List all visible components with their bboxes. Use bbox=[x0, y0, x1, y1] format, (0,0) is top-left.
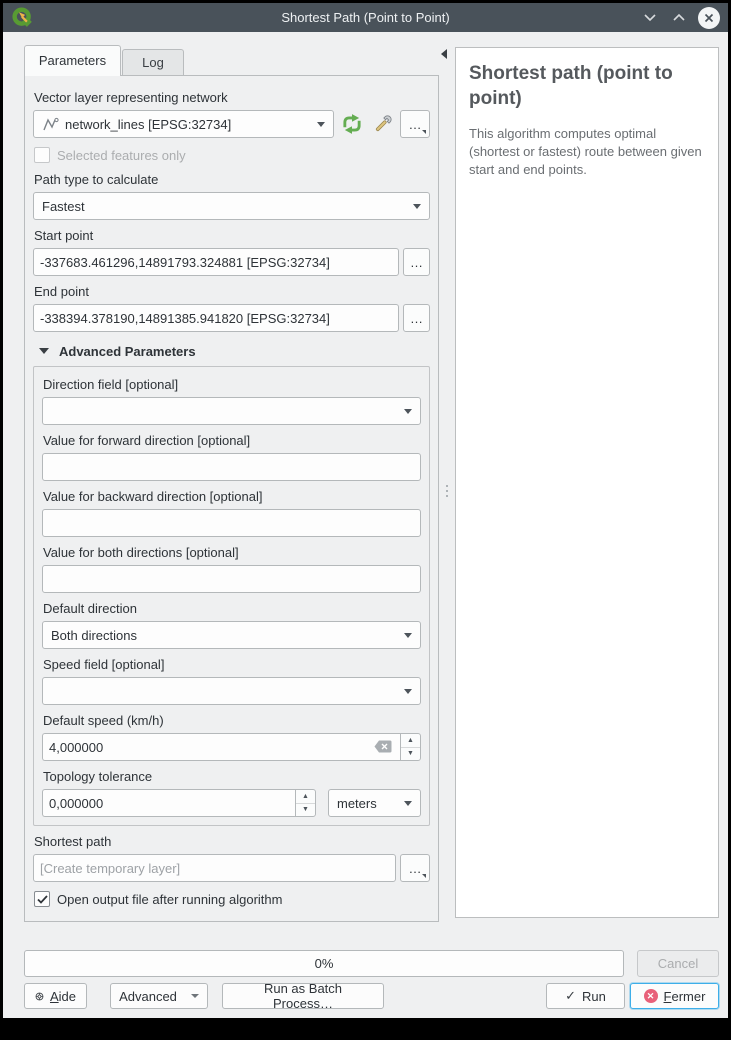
chevron-down-icon bbox=[643, 13, 657, 22]
help-button-label: Aide bbox=[49, 988, 76, 1004]
checkmark-icon: ✓ bbox=[565, 988, 577, 1003]
parameters-panel bbox=[24, 75, 439, 922]
open-output-label: Open output file after running algorithm bbox=[57, 891, 283, 907]
end-point-label: End point bbox=[34, 284, 89, 299]
both-directions-value-label: Value for both directions [optional] bbox=[43, 545, 239, 560]
topology-units-select[interactable] bbox=[328, 789, 421, 817]
maximize-window-button[interactable] bbox=[669, 8, 689, 28]
tab-log[interactable]: Log bbox=[122, 49, 184, 76]
end-point-input[interactable] bbox=[33, 304, 399, 332]
close-icon bbox=[704, 13, 714, 23]
direction-field-label: Direction field [optional] bbox=[43, 377, 179, 392]
topology-tolerance-input[interactable] bbox=[42, 789, 295, 817]
ellipsis-label: … bbox=[408, 116, 422, 132]
default-direction-select[interactable] bbox=[42, 621, 421, 649]
advanced-button-label: Advanced bbox=[119, 988, 177, 1004]
both-directions-value-input[interactable] bbox=[42, 565, 421, 593]
splitter-handle[interactable] bbox=[444, 471, 449, 511]
cancel-button[interactable]: Cancel bbox=[637, 950, 719, 977]
close-red-icon: ✕ bbox=[644, 989, 658, 1003]
help-button[interactable] bbox=[24, 983, 87, 1009]
wrench-icon bbox=[372, 113, 394, 135]
advanced-parameters-group bbox=[33, 366, 430, 826]
advanced-menu-button[interactable] bbox=[110, 983, 208, 1009]
default-direction-value: Both directions bbox=[51, 627, 137, 643]
backward-value-input[interactable] bbox=[42, 509, 421, 537]
network-layer-select[interactable] bbox=[33, 110, 334, 138]
output-layer-label: Shortest path bbox=[34, 834, 112, 849]
default-speed-spinner[interactable] bbox=[400, 733, 421, 761]
open-output-checkbox[interactable] bbox=[34, 890, 430, 908]
ellipsis-label: … bbox=[410, 254, 423, 270]
checkbox-box bbox=[34, 147, 50, 163]
end-point-more-button[interactable] bbox=[403, 304, 430, 332]
spin-up-icon[interactable]: ▲ bbox=[296, 790, 315, 804]
life-ring-help-icon bbox=[35, 989, 44, 1004]
network-layer-label: Vector layer representing network bbox=[34, 90, 228, 105]
speed-field-select[interactable] bbox=[42, 677, 421, 705]
chevron-down-icon bbox=[413, 204, 421, 209]
path-type-value: Fastest bbox=[42, 198, 85, 214]
advanced-parameters-toggle[interactable] bbox=[39, 342, 430, 360]
network-layer-value: network_lines [EPSG:32734] bbox=[65, 116, 232, 132]
output-more-button[interactable] bbox=[400, 854, 430, 882]
backward-value-label: Value for backward direction [optional] bbox=[43, 489, 263, 504]
run-button[interactable] bbox=[546, 983, 625, 1009]
checkmark-icon bbox=[37, 895, 48, 904]
corner-dropdown-icon bbox=[422, 130, 426, 134]
chevron-down-icon bbox=[317, 122, 325, 127]
direction-field-select[interactable] bbox=[42, 397, 421, 425]
clear-text-icon[interactable] bbox=[374, 740, 392, 756]
start-point-more-button[interactable] bbox=[403, 248, 430, 276]
iterate-loop-icon bbox=[341, 113, 363, 135]
chevron-down-icon bbox=[404, 689, 412, 694]
titlebar[interactable] bbox=[3, 3, 728, 32]
triangle-down-icon bbox=[39, 348, 49, 354]
output-layer-input[interactable] bbox=[33, 854, 396, 882]
iterate-over-layer-button[interactable] bbox=[338, 111, 365, 138]
speed-field-label: Speed field [optional] bbox=[43, 657, 165, 672]
default-speed-input[interactable] bbox=[42, 733, 400, 761]
progress-value: 0% bbox=[314, 956, 334, 971]
chevron-up-icon bbox=[672, 13, 686, 22]
chevron-down-icon bbox=[404, 801, 412, 806]
chevron-down-icon bbox=[404, 633, 412, 638]
help-description: This algorithm computes optimal (shortest or fastest) route between given start and end points. bbox=[469, 126, 702, 178]
forward-value-label: Value for forward direction [optional] bbox=[43, 433, 251, 448]
window-title: Shortest Path (Point to Point) bbox=[281, 10, 450, 25]
selected-features-checkbox bbox=[34, 146, 430, 164]
network-more-button[interactable] bbox=[400, 110, 430, 138]
progress-bar bbox=[24, 950, 624, 977]
spin-up-icon[interactable]: ▲ bbox=[401, 734, 420, 748]
vector-line-layer-icon bbox=[42, 117, 59, 132]
topology-tolerance-spinner[interactable] bbox=[295, 789, 316, 817]
advanced-parameters-label: Advanced Parameters bbox=[59, 343, 196, 359]
checkbox-box bbox=[34, 891, 50, 907]
path-type-select[interactable] bbox=[33, 192, 430, 220]
ellipsis-label: … bbox=[410, 310, 423, 326]
spin-down-icon[interactable]: ▼ bbox=[302, 806, 309, 814]
collapse-help-panel-arrow[interactable] bbox=[441, 49, 447, 59]
advanced-options-wrench-button[interactable] bbox=[369, 111, 396, 138]
chevron-down-icon bbox=[404, 409, 412, 414]
selected-features-label: Selected features only bbox=[57, 147, 186, 163]
close-dialog-button[interactable] bbox=[630, 983, 719, 1009]
topology-tolerance-label: Topology tolerance bbox=[43, 769, 153, 784]
start-point-input[interactable] bbox=[33, 248, 399, 276]
topology-units-value: meters bbox=[337, 795, 377, 811]
spin-down-icon[interactable]: ▼ bbox=[407, 750, 414, 758]
help-panel bbox=[455, 47, 719, 918]
fermer-button-label: Fermer bbox=[663, 988, 706, 1004]
shortest-path-dialog bbox=[3, 3, 728, 1018]
ellipsis-label: … bbox=[408, 860, 422, 876]
help-title: Shortest path (point to point) bbox=[469, 63, 673, 109]
path-type-label: Path type to calculate bbox=[34, 172, 159, 187]
start-point-label: Start point bbox=[34, 228, 94, 243]
run-button-label: Run bbox=[582, 988, 606, 1004]
corner-dropdown-icon bbox=[422, 874, 426, 878]
shade-window-button[interactable] bbox=[640, 8, 660, 28]
close-window-button[interactable] bbox=[698, 7, 720, 29]
default-speed-label: Default speed (km/h) bbox=[43, 713, 164, 728]
tab-parameters[interactable]: Parameters bbox=[24, 45, 121, 76]
chevron-down-icon bbox=[191, 994, 199, 998]
run-as-batch-button[interactable]: Run as Batch Process… bbox=[222, 983, 384, 1009]
default-direction-label: Default direction bbox=[43, 601, 137, 616]
forward-value-input[interactable] bbox=[42, 453, 421, 481]
